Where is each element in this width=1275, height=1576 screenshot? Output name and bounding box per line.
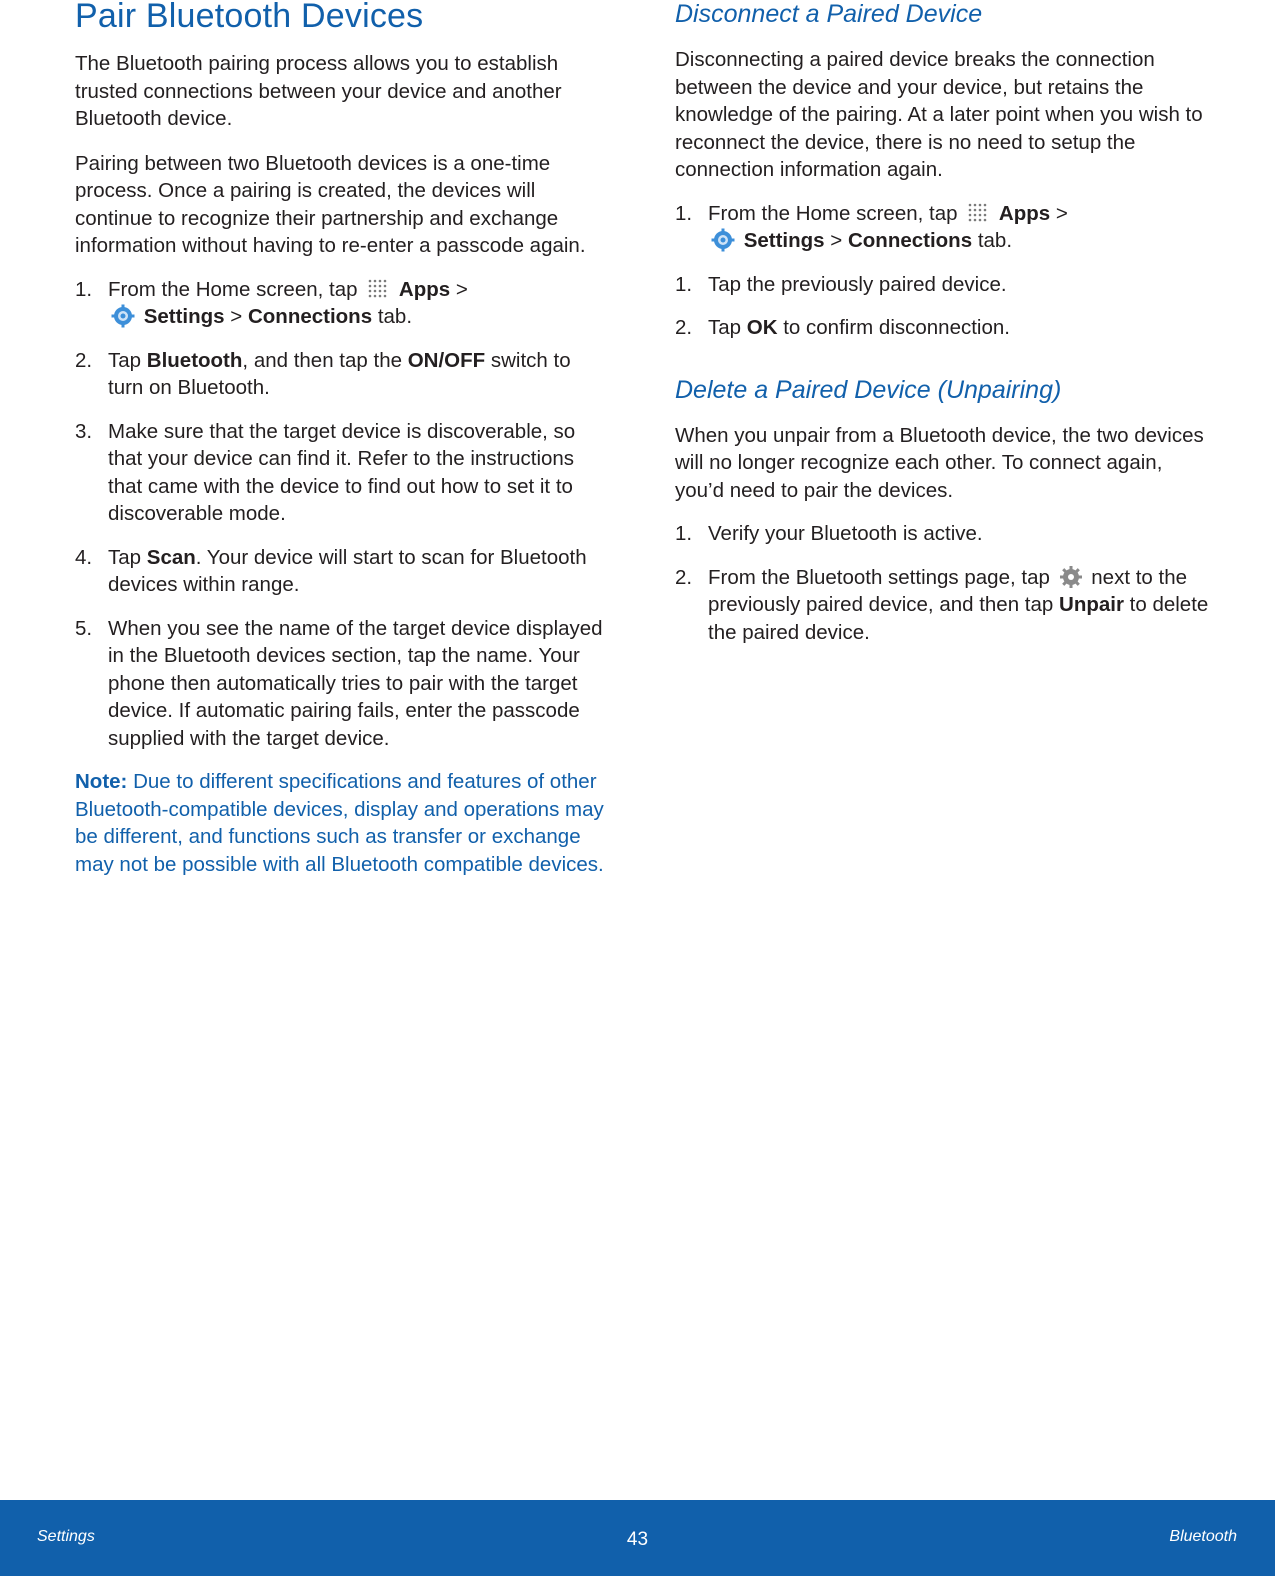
apps-grid-icon [365, 276, 391, 302]
list-item: 1. Verify your Bluetooth is active. [675, 522, 983, 545]
disconnect-steps [675, 200, 1210, 342]
settings-gear-icon [110, 303, 136, 329]
page-title: Pair Bluetooth Devices [75, 0, 424, 35]
footer-section-label: Settings [37, 1528, 95, 1545]
pairing-paragraph: Pairing between two Bluetooth devices is a one-time process. Once a pairing is created, the devices will continue to recognize their partnership and exchange information without having to re-enter a passcode again. [75, 151, 586, 257]
list-item: 5. When you see the name of the target device displayed in the Bluetooth devices section, tap the name. Your phone then automatically tries to pair with the target device. If automatic pairing fails, enter the passcode supplied with the target device. [75, 616, 603, 750]
list-item: 1. From the Home screen, tap Apps > Settings > Connections tab. [675, 201, 1068, 252]
gear-icon [1058, 564, 1084, 590]
list-item: 2. Tap Bluetooth, and then tap the ON/OFF switch to turn on Bluetooth. [75, 348, 571, 399]
list-item: 1. From the Home screen, tap Apps > Settings > Connections tab. [75, 277, 468, 328]
footer-chapter-label: Bluetooth [1169, 1528, 1237, 1545]
page-number: 43 [626, 1529, 649, 1550]
page-footer [0, 1500, 1275, 1576]
list-item: 3. Make sure that the target device is discoverable, so that your device can find it. Refer to the instructions that came with the device to find out how to set it to discoverable mode. [75, 419, 576, 525]
settings-gear-icon [710, 227, 736, 253]
apps-grid-icon [965, 200, 991, 226]
left-column [75, 0, 605, 878]
disconnect-intro: Disconnecting a paired device breaks the connection between the device and your device, but retains the knowledge of the pairing. At a later point when you wish to reconnect the device, there is no need to setup the connection information again. [675, 48, 1203, 181]
list-item: 2. From the Bluetooth settings page, tap next to the previously paired device, and then tap Unpair to delete the paired device. [675, 565, 1209, 644]
right-column [675, 0, 1210, 646]
intro-paragraph: The Bluetooth pairing process allows you to establish trusted connections between your device and another Bluetooth device. [75, 52, 562, 130]
disconnect-heading: Disconnect a Paired Device [675, 0, 983, 28]
delete-heading: Delete a Paired Device (Unpairing) [675, 375, 1062, 404]
delete-steps [675, 520, 1210, 646]
note-callout: Note: Due to different specifications and features of other Bluetooth-compatible devices, display and operations may be different, and functions such as transfer or exchange may not be possible with all Bluetooth compatible devices. [75, 770, 604, 876]
list-item: 1. Tap the previously paired device. [675, 272, 1007, 296]
list-item: 4. Tap Scan. Your device will start to scan for Bluetooth devices within range. [75, 545, 587, 596]
list-item: 2. Tap OK to confirm disconnection. [675, 316, 1010, 339]
pairing-steps [75, 276, 605, 753]
delete-intro: When you unpair from a Bluetooth device, the two devices will no longer recognize each other. To connect again, you’d need to pair the devices. [675, 423, 1204, 502]
